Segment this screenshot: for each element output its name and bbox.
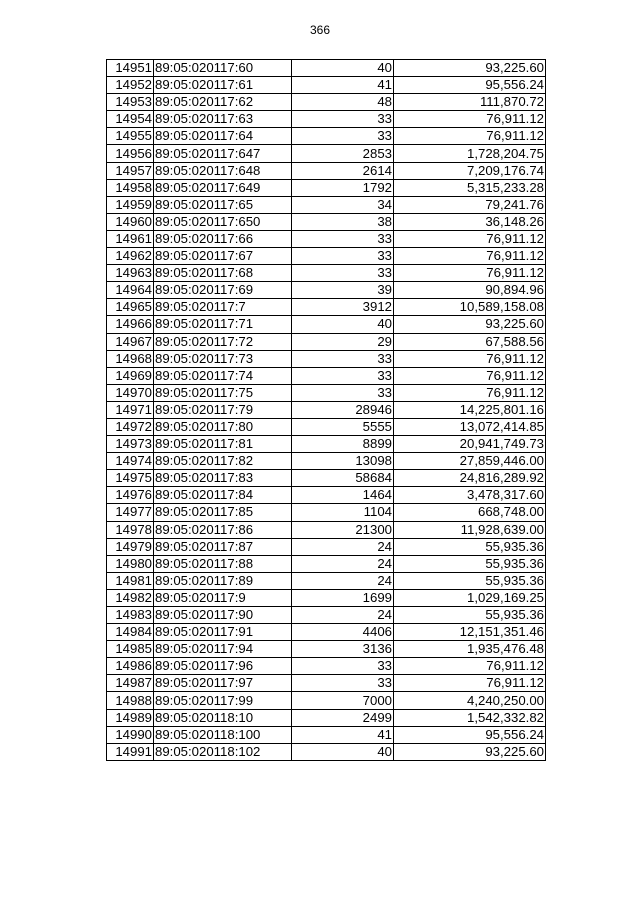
amount-cell: 1,029,169.25 [394,589,546,606]
table-row [107,384,546,401]
count-cell: 33 [292,248,394,265]
row-number-cell: 14981 [107,572,154,589]
row-number-cell: 14956 [107,145,154,162]
row-number-cell: 14985 [107,641,154,658]
count-cell: 33 [292,675,394,692]
count-cell: 3912 [292,299,394,316]
amount-cell: 79,241.76 [394,196,546,213]
count-cell: 33 [292,367,394,384]
row-number-cell: 14954 [107,111,154,128]
row-number-cell: 14971 [107,401,154,418]
table-row [107,675,546,692]
count-cell: 40 [292,316,394,333]
row-number-cell: 14951 [107,60,154,77]
amount-cell: 95,556.24 [394,726,546,743]
amount-cell: 1,728,204.75 [394,145,546,162]
cadastral-number-cell: 89:05:020117:60 [154,60,292,77]
amount-cell: 93,225.60 [394,316,546,333]
row-number-cell: 14987 [107,675,154,692]
cadastral-number-cell: 89:05:020118:10 [154,709,292,726]
row-number-cell: 14961 [107,230,154,247]
amount-cell: 7,209,176.74 [394,162,546,179]
row-number-cell: 14988 [107,692,154,709]
amount-cell: 55,935.36 [394,555,546,572]
count-cell: 8899 [292,436,394,453]
count-cell: 2853 [292,145,394,162]
cadastral-number-cell: 89:05:020117:83 [154,470,292,487]
amount-cell: 55,935.36 [394,607,546,624]
row-number-cell: 14989 [107,709,154,726]
row-number-cell: 14970 [107,384,154,401]
cadastral-number-cell: 89:05:020117:72 [154,333,292,350]
row-number-cell: 14976 [107,487,154,504]
table-row [107,504,546,521]
table-row [107,538,546,555]
count-cell: 24 [292,555,394,572]
cadastral-number-cell: 89:05:020117:7 [154,299,292,316]
count-cell: 33 [292,350,394,367]
cadastral-number-cell: 89:05:020117:87 [154,538,292,555]
count-cell: 40 [292,743,394,760]
count-cell: 21300 [292,521,394,538]
amount-cell: 36,148.26 [394,213,546,230]
table-row [107,470,546,487]
amount-cell: 27,859,446.00 [394,453,546,470]
count-cell: 34 [292,196,394,213]
amount-cell: 76,911.12 [394,384,546,401]
table-body [107,60,546,761]
cadastral-number-cell: 89:05:020117:81 [154,436,292,453]
cadastral-number-cell: 89:05:020117:649 [154,179,292,196]
amount-cell: 111,870.72 [394,94,546,111]
amount-cell: 5,315,233.28 [394,179,546,196]
row-number-cell: 14962 [107,248,154,265]
table-row [107,282,546,299]
count-cell: 24 [292,572,394,589]
table-row [107,248,546,265]
table-row [107,436,546,453]
amount-cell: 93,225.60 [394,743,546,760]
cadastral-number-cell: 89:05:020117:91 [154,624,292,641]
cadastral-number-cell: 89:05:020117:85 [154,504,292,521]
table-row [107,333,546,350]
amount-cell: 4,240,250.00 [394,692,546,709]
cadastral-number-cell: 89:05:020117:62 [154,94,292,111]
count-cell: 24 [292,538,394,555]
count-cell: 39 [292,282,394,299]
table-row [107,641,546,658]
cadastral-number-cell: 89:05:020117:63 [154,111,292,128]
row-number-cell: 14982 [107,589,154,606]
row-number-cell: 14983 [107,607,154,624]
amount-cell: 10,589,158.08 [394,299,546,316]
cadastral-number-cell: 89:05:020117:94 [154,641,292,658]
table-row [107,743,546,760]
amount-cell: 55,935.36 [394,572,546,589]
count-cell: 2614 [292,162,394,179]
row-number-cell: 14980 [107,555,154,572]
table-row [107,111,546,128]
table-row [107,162,546,179]
table-row [107,692,546,709]
row-number-cell: 14978 [107,521,154,538]
amount-cell: 76,911.12 [394,248,546,265]
row-number-cell: 14977 [107,504,154,521]
count-cell: 33 [292,658,394,675]
table-row [107,350,546,367]
cadastral-number-cell: 89:05:020117:68 [154,265,292,282]
row-number-cell: 14955 [107,128,154,145]
count-cell: 33 [292,384,394,401]
cadastral-number-cell: 89:05:020117:71 [154,316,292,333]
amount-cell: 20,941,749.73 [394,436,546,453]
table-row [107,196,546,213]
cadastral-number-cell: 89:05:020117:61 [154,77,292,94]
count-cell: 13098 [292,453,394,470]
table-row [107,589,546,606]
cadastral-number-cell: 89:05:020118:102 [154,743,292,760]
row-number-cell: 14991 [107,743,154,760]
table-row [107,316,546,333]
table-row [107,367,546,384]
cadastral-number-cell: 89:05:020117:650 [154,213,292,230]
amount-cell: 76,911.12 [394,675,546,692]
count-cell: 24 [292,607,394,624]
amount-cell: 95,556.24 [394,77,546,94]
amount-cell: 3,478,317.60 [394,487,546,504]
count-cell: 41 [292,77,394,94]
count-cell: 38 [292,213,394,230]
count-cell: 33 [292,128,394,145]
count-cell: 29 [292,333,394,350]
count-cell: 4406 [292,624,394,641]
amount-cell: 12,151,351.46 [394,624,546,641]
amount-cell: 76,911.12 [394,658,546,675]
cadastral-number-cell: 89:05:020117:86 [154,521,292,538]
cadastral-number-cell: 89:05:020117:9 [154,589,292,606]
row-number-cell: 14963 [107,265,154,282]
table-row [107,401,546,418]
amount-cell: 90,894.96 [394,282,546,299]
cadastral-number-cell: 89:05:020117:97 [154,675,292,692]
amount-cell: 67,588.56 [394,333,546,350]
cadastral-number-cell: 89:05:020117:82 [154,453,292,470]
cadastral-number-cell: 89:05:020117:99 [154,692,292,709]
count-cell: 33 [292,265,394,282]
count-cell: 41 [292,726,394,743]
table-row [107,299,546,316]
count-cell: 58684 [292,470,394,487]
amount-cell: 24,816,289.92 [394,470,546,487]
cadastral-number-cell: 89:05:020117:75 [154,384,292,401]
table-row [107,607,546,624]
cadastral-number-cell: 89:05:020117:66 [154,230,292,247]
data-table [106,59,546,761]
amount-cell: 668,748.00 [394,504,546,521]
row-number-cell: 14959 [107,196,154,213]
table-row [107,60,546,77]
cadastral-number-cell: 89:05:020117:67 [154,248,292,265]
cadastral-number-cell: 89:05:020117:73 [154,350,292,367]
count-cell: 5555 [292,418,394,435]
amount-cell: 1,542,332.82 [394,709,546,726]
row-number-cell: 14979 [107,538,154,555]
table-row [107,179,546,196]
row-number-cell: 14973 [107,436,154,453]
cadastral-number-cell: 89:05:020117:89 [154,572,292,589]
amount-cell: 55,935.36 [394,538,546,555]
row-number-cell: 14967 [107,333,154,350]
count-cell: 48 [292,94,394,111]
row-number-cell: 14953 [107,94,154,111]
table-row [107,453,546,470]
row-number-cell: 14974 [107,453,154,470]
cadastral-number-cell: 89:05:020117:64 [154,128,292,145]
amount-cell: 76,911.12 [394,265,546,282]
count-cell: 33 [292,230,394,247]
row-number-cell: 14964 [107,282,154,299]
cadastral-number-cell: 89:05:020117:90 [154,607,292,624]
row-number-cell: 14986 [107,658,154,675]
table-row [107,77,546,94]
count-cell: 1792 [292,179,394,196]
count-cell: 28946 [292,401,394,418]
row-number-cell: 14984 [107,624,154,641]
row-number-cell: 14957 [107,162,154,179]
amount-cell: 1,935,476.48 [394,641,546,658]
amount-cell: 76,911.12 [394,111,546,128]
table-row [107,726,546,743]
count-cell: 33 [292,111,394,128]
row-number-cell: 14975 [107,470,154,487]
table-row [107,128,546,145]
row-number-cell: 14966 [107,316,154,333]
row-number-cell: 14990 [107,726,154,743]
table-row [107,572,546,589]
table-row [107,709,546,726]
cadastral-number-cell: 89:05:020117:647 [154,145,292,162]
table-row [107,521,546,538]
row-number-cell: 14965 [107,299,154,316]
table-row [107,624,546,641]
page-number: 366 [309,23,331,37]
amount-cell: 76,911.12 [394,230,546,247]
table-row [107,555,546,572]
cadastral-number-cell: 89:05:020117:648 [154,162,292,179]
amount-cell: 13,072,414.85 [394,418,546,435]
count-cell: 1464 [292,487,394,504]
table-row [107,94,546,111]
row-number-cell: 14969 [107,367,154,384]
cadastral-number-cell: 89:05:020117:80 [154,418,292,435]
cadastral-number-cell: 89:05:020117:74 [154,367,292,384]
amount-cell: 76,911.12 [394,128,546,145]
cadastral-number-cell: 89:05:020117:65 [154,196,292,213]
table-row [107,658,546,675]
count-cell: 1699 [292,589,394,606]
count-cell: 40 [292,60,394,77]
amount-cell: 76,911.12 [394,350,546,367]
count-cell: 1104 [292,504,394,521]
count-cell: 7000 [292,692,394,709]
cadastral-number-cell: 89:05:020117:88 [154,555,292,572]
cadastral-number-cell: 89:05:020117:79 [154,401,292,418]
table-row [107,487,546,504]
cadastral-number-cell: 89:05:020117:96 [154,658,292,675]
cadastral-number-cell: 89:05:020117:84 [154,487,292,504]
count-cell: 2499 [292,709,394,726]
row-number-cell: 14960 [107,213,154,230]
table-row [107,418,546,435]
row-number-cell: 14968 [107,350,154,367]
amount-cell: 93,225.60 [394,60,546,77]
amount-cell: 11,928,639.00 [394,521,546,538]
table-row [107,230,546,247]
row-number-cell: 14952 [107,77,154,94]
cadastral-number-cell: 89:05:020118:100 [154,726,292,743]
count-cell: 3136 [292,641,394,658]
table-row [107,145,546,162]
row-number-cell: 14958 [107,179,154,196]
amount-cell: 76,911.12 [394,367,546,384]
amount-cell: 14,225,801.16 [394,401,546,418]
cadastral-number-cell: 89:05:020117:69 [154,282,292,299]
row-number-cell: 14972 [107,418,154,435]
table-row [107,213,546,230]
table-row [107,265,546,282]
